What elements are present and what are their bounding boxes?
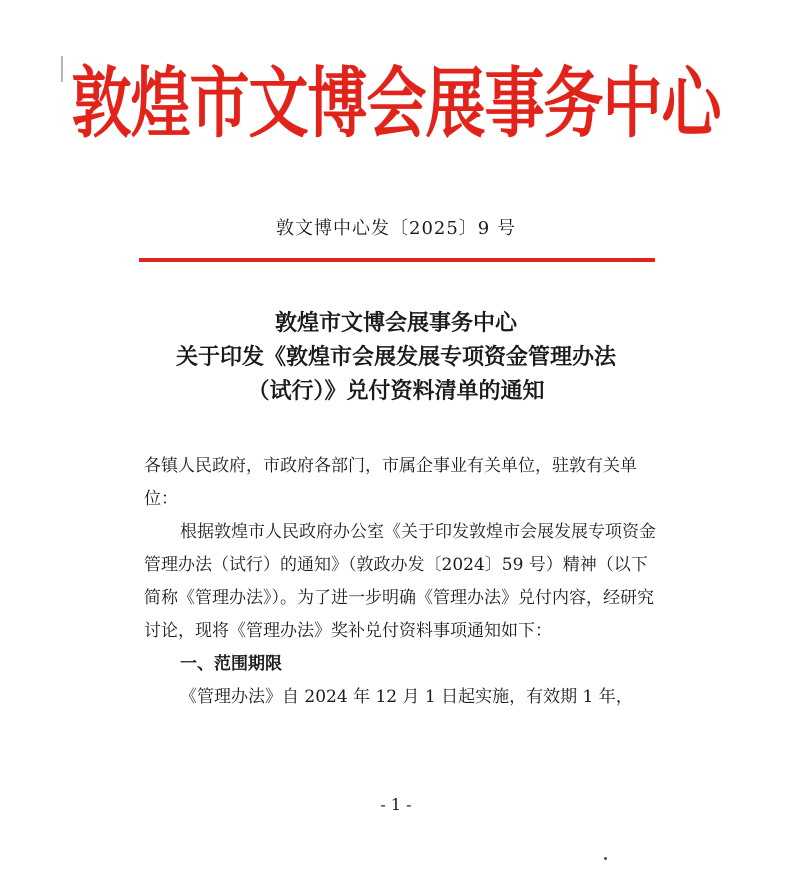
red-header-org-name: 敦煌市文博会展事务中心 [71, 59, 721, 150]
notice-title-line-3: （试行）》兑付资料清单的通知 [247, 378, 545, 404]
scan-speck [604, 857, 607, 860]
notice-title-line-2: 关于印发《敦煌市会展发展专项资金管理办法 [175, 344, 616, 370]
body-paragraph-1: 根据敦煌市人民政府办公室《关于印发敦煌市会展发展专项资金管理办法（试行）的通知》（敦政办发〔2024〕59 号）精神（以下简称《管理办法》）。为了进一步明确《管理办法》兑付内容，经研究讨论，现将《管理办法》奖补兑付资料事项通知如下： [144, 522, 656, 641]
notice-body [144, 450, 656, 714]
section-1-text: 《管理办法》自 2024 年 12 月 1 日起实施，有效期 1 年， [180, 687, 633, 707]
red-separator-line [139, 258, 655, 262]
page-number: - 1 - [380, 795, 412, 814]
notice-title [0, 306, 792, 408]
document-number: 敦文博中心发〔2025〕9 号 [276, 218, 516, 239]
notice-title-line-1: 敦煌市文博会展事务中心 [274, 310, 517, 336]
section-heading-1: 一、范围期限 [180, 654, 282, 674]
addressee: 各镇人民政府，市政府各部门，市属企事业有关单位，驻敦有关单位： [144, 456, 637, 509]
